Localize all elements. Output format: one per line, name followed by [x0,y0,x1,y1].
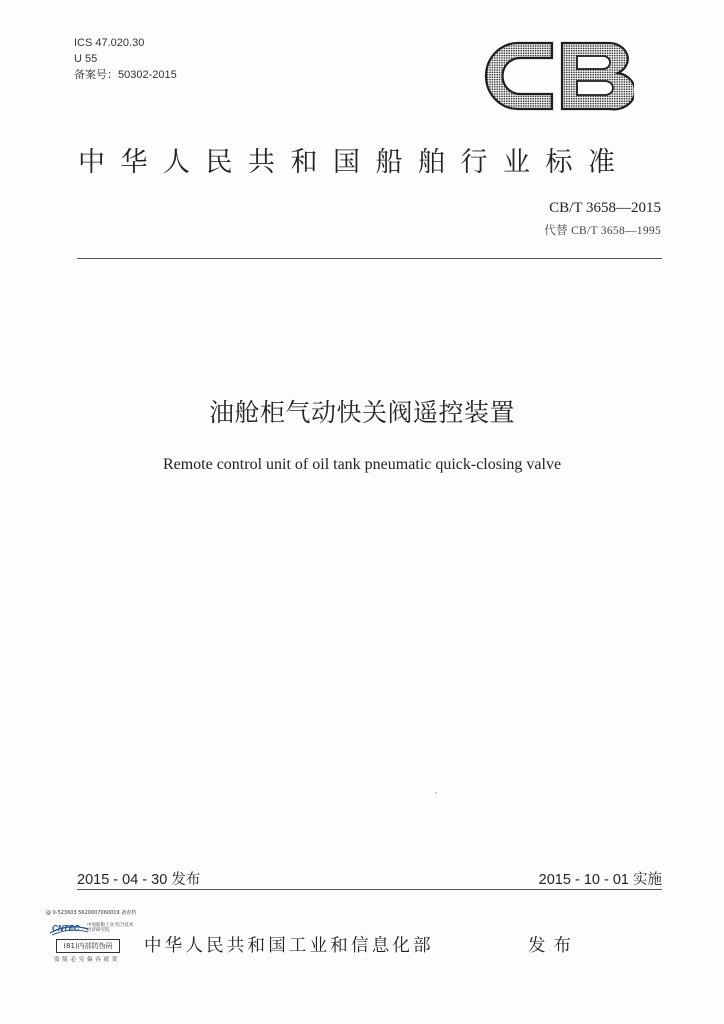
cb-logo [484,40,634,112]
issue-label: 发布 [528,936,579,956]
standard-category-title: 中华人民共和国船舶行业标准 [78,147,631,178]
replaced-standard: 代替 CB/T 3658—1995 [544,225,661,237]
classification-block [74,35,177,83]
issuing-authority: 中华人民共和国工业和信息化部 [144,936,434,956]
effective-date: 2015 - 10 - 01 实施 [538,872,662,888]
standard-code: CB/T 3658—2015 [549,200,661,216]
header-divider [77,258,662,259]
stamp-notice: 盗 版 必 究 偏 容 就 赏 [54,957,118,963]
standard-number-block [544,200,661,238]
scan-speck [435,792,437,794]
issue-date: 2015 - 04 - 30 发布 [77,872,201,888]
ccs-code: U 55 [74,53,98,65]
cntec-subtitle: 中国船舶工业 综合技术经济研究院 [87,923,134,933]
ics-code: ICS 47.020.30 [74,37,145,49]
dates-row [77,868,662,890]
document-title-chinese: 油舱柜气动快关阀遥控装置 [208,398,515,427]
cntec-wordmark: CNTEC [52,924,80,933]
footer-divider [77,889,662,890]
filing-number: 备案号：50302-2015 [74,69,177,81]
document-title-english: Remote control unit of oil tank pneumatic quick-closing valve [162,456,562,473]
anti-counterfeit-stamp [46,909,146,967]
stamp-code-box: (81)内部防伪码 [56,939,120,953]
stamp-serial: @ 0-523603 5620007060019 备查档 [46,910,137,916]
